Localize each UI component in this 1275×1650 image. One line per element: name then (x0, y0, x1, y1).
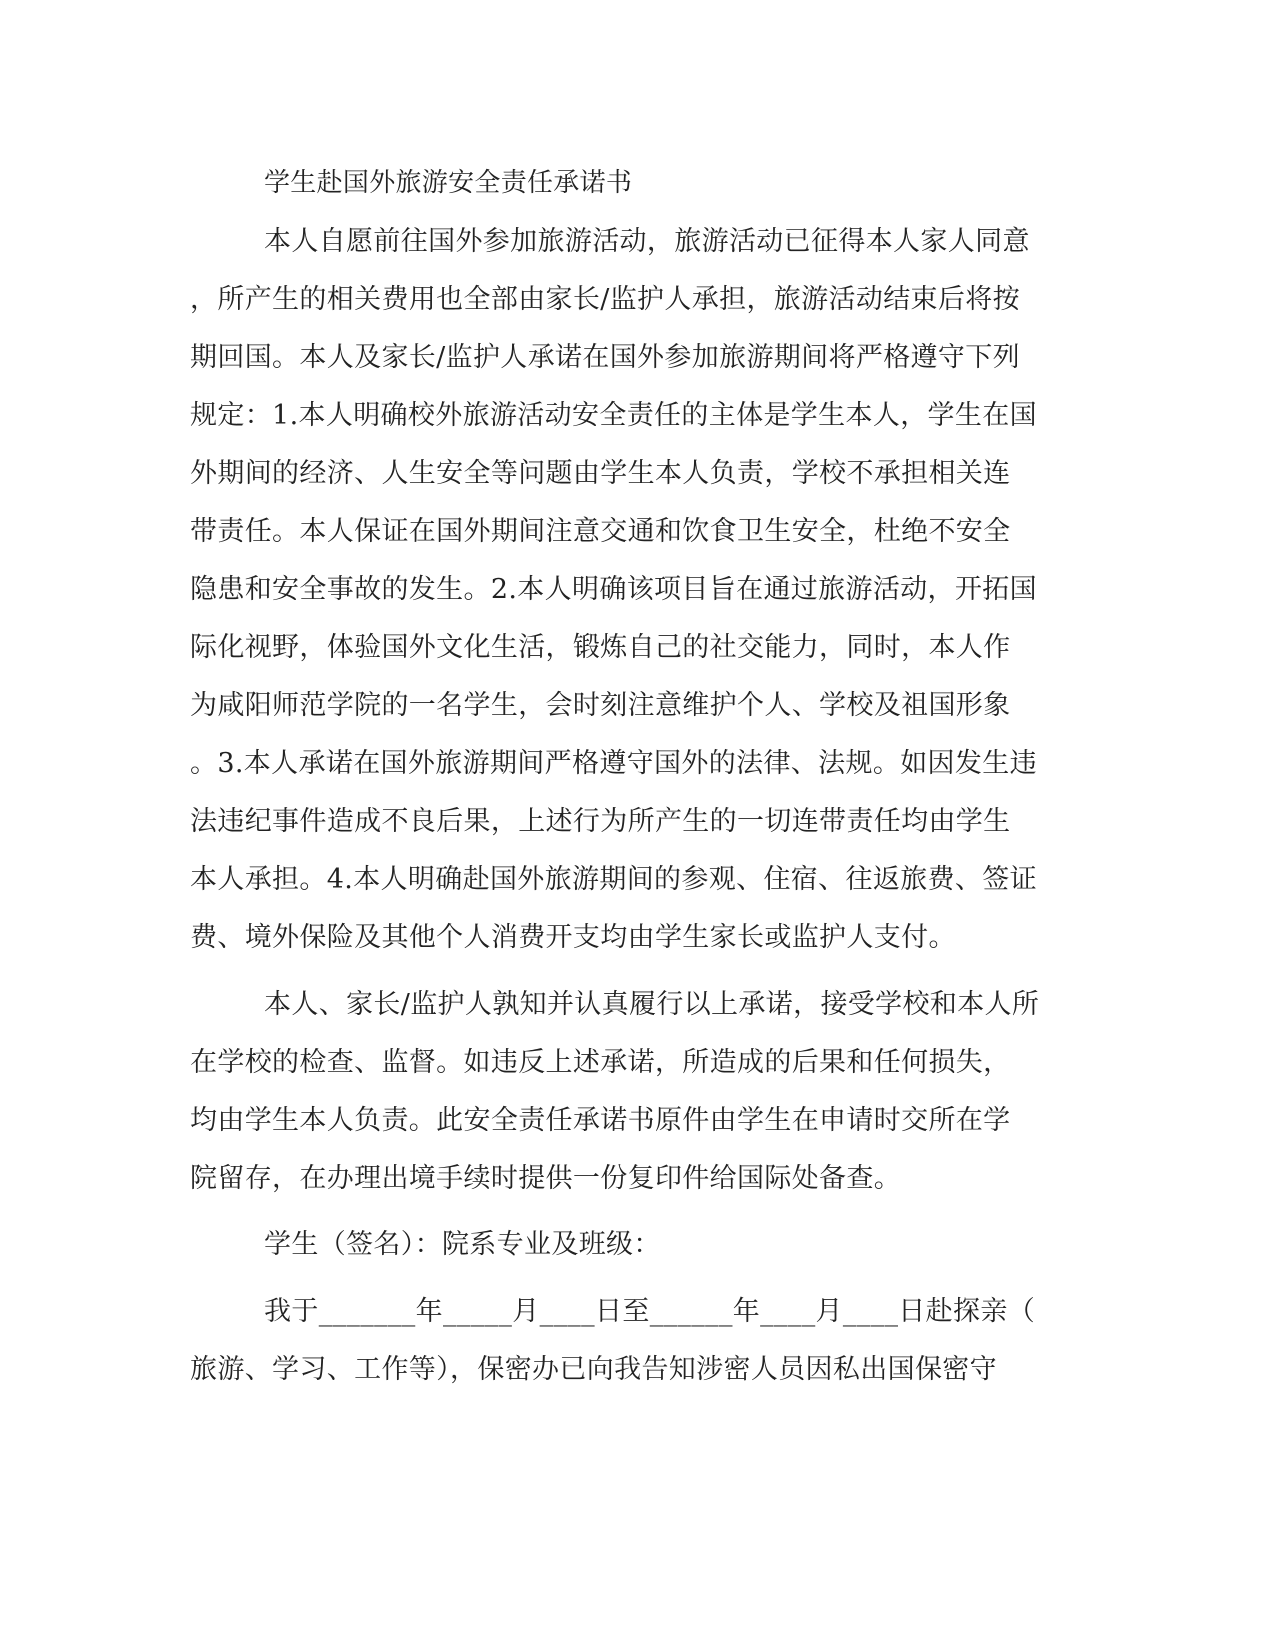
paragraph-1-line-6: 带责任。本人保证在国外期间注意交通和饮食卫生安全，杜绝不安全 (190, 516, 1011, 547)
paragraph-1-line-13: 费、境外保险及其他个人消费开支均由学生家长或监护人支付。 (190, 922, 956, 953)
paragraph-1-line-5: 外期间的经济、人生安全等问题由学生本人负责，学校不承担相关连 (190, 458, 1011, 489)
paragraph-2-line-3: 均由学生本人负责。此安全责任承诺书原件由学生在申请时交所在学 (190, 1105, 1011, 1136)
paragraph-1-line-9: 为咸阳师范学院的一名学生，会时刻注意维护个人、学校及祖国形象 (190, 690, 1011, 721)
paragraph-2-line-1: 本人、家长/监护人孰知并认真履行以上承诺，接受学校和本人所 (264, 989, 1040, 1020)
paragraph-1-line-12: 本人承担。4.本人明确赴国外旅游期间的参观、住宿、往返旅费、签证 (190, 864, 1037, 895)
paragraph-4-line-1: 我于_______年_____月____日至______年____月____日赴探亲（ (264, 1296, 1036, 1327)
signature-line: 学生（签名）：院系专业及班级： (264, 1229, 661, 1260)
paragraph-1-line-4: 规定：1.本人明确校外旅游活动安全责任的主体是学生本人，学生在国 (190, 400, 1037, 431)
paragraph-1-line-8: 际化视野，体验国外文化生活，锻炼自己的社交能力，同时，本人作 (190, 632, 1011, 663)
paragraph-1-line-2: ，所产生的相关费用也全部由家长/监护人承担，旅游活动结束后将按 (190, 284, 1020, 315)
paragraph-4-line-2: 旅游、学习、工作等），保密办已向我告知涉密人员因私出国保密守 (190, 1354, 997, 1385)
paragraph-2-line-4: 院留存，在办理出境手续时提供一份复印件给国际处备查。 (190, 1163, 902, 1194)
paragraph-1-line-3: 期回国。本人及家长/监护人承诺在国外参加旅游期间将严格遵守下列 (190, 342, 1020, 373)
paragraph-1-line-1: 本人自愿前往国外参加旅游活动，旅游活动已征得本人家人同意 (264, 226, 1030, 257)
paragraph-1-line-7: 隐患和安全事故的发生。2.本人明确该项目旨在通过旅游活动，开拓国 (190, 574, 1037, 605)
paragraph-1-line-10: 。3.本人承诺在国外旅游期间严格遵守国外的法律、法规。如因发生违 (190, 748, 1037, 779)
paragraph-1-line-11: 法违纪事件造成不良后果，上述行为所产生的一切连带责任均由学生 (190, 806, 1011, 837)
paragraph-2-line-2: 在学校的检查、监督。如违反上述承诺，所造成的后果和任何损失， (190, 1047, 1011, 1078)
document-title: 学生赴国外旅游安全责任承诺书 (264, 168, 633, 198)
